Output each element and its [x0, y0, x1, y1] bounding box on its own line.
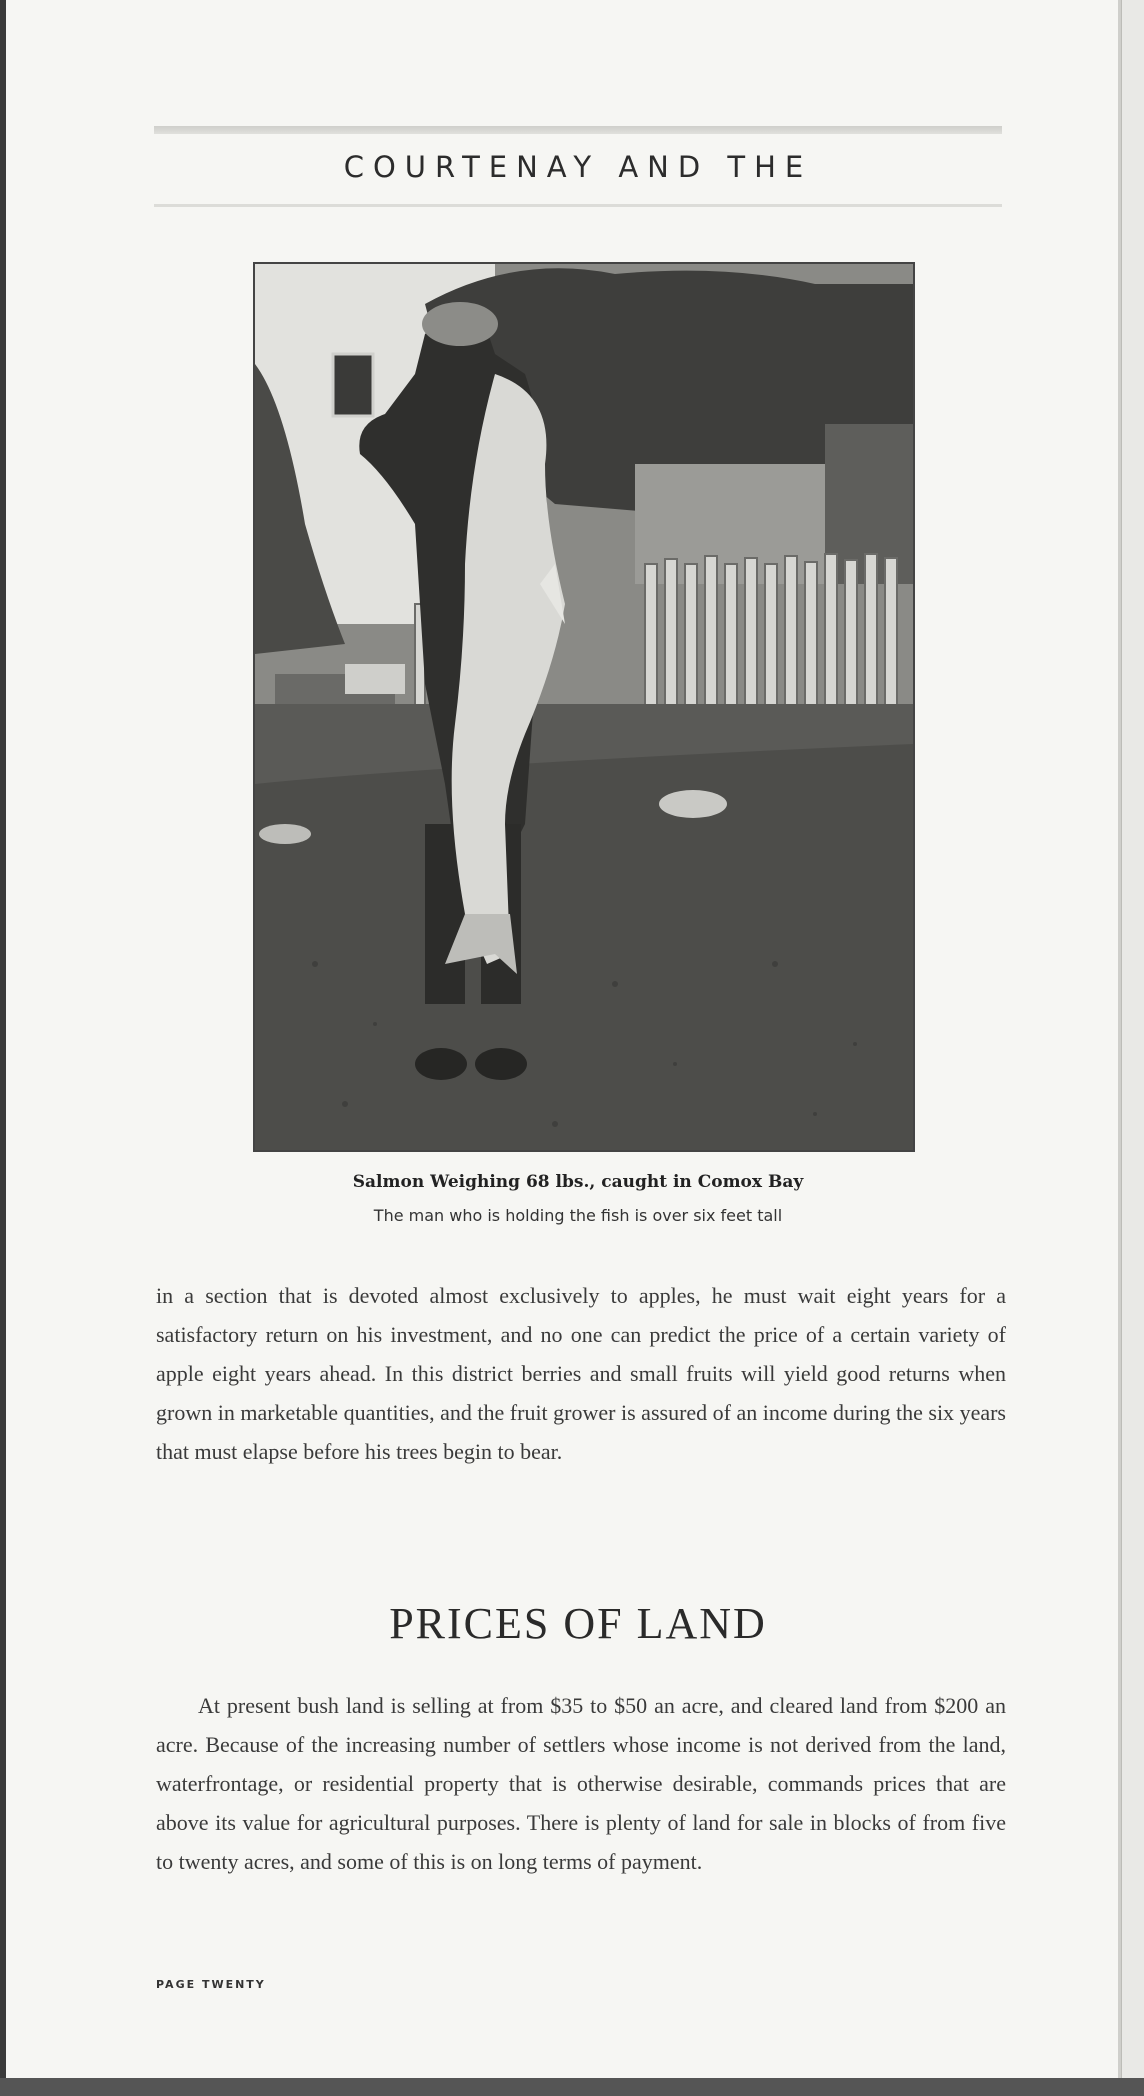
header-rule-bottom [154, 204, 1002, 207]
header-rule-top [154, 126, 1002, 134]
running-header: COURTENAY AND THE [343, 150, 813, 184]
photo-caption-title: Salmon Weighing 68 lbs., caught in Comox Bay [352, 1172, 804, 1192]
salmon-photograph [253, 262, 915, 1152]
scan-edge-bottom [0, 2078, 1144, 2096]
body-paragraph: At present bush land is selling at from $35 to $50 an acre, and cleared land from $200 an acre. Because of the increasing number of settlers whose income is not derived from the land, waterfrontage, or residential property that is otherwise desirable, commands prices that are above its value for agricultural purposes. There is plenty of land for sale in blocks of from five to twenty acres, and some of this is on long terms of payment. [156, 1693, 1006, 1874]
scan-edge-right [1121, 0, 1144, 2096]
photo-illustration [255, 264, 913, 1150]
body-paragraph: in a section that is devoted almost exclusively to apples, he must wait eight years for a satisfactory return on his investment, and no one can predict the price of a certain variety of apple eight years ahead. In this district berries and small fruits will yield good returns when grown in marketable quantities, and the fruit grower is assured of an income during the six years that must elapse before his trees begin to bear. [156, 1283, 1006, 1464]
section-heading: PRICES OF LAND [389, 1599, 767, 1648]
photo-caption-subtitle: The man who is holding the fish is over six feet tall [373, 1206, 783, 1225]
page-number-label: PAGE TWENTY [156, 1978, 266, 1991]
document-page [6, 0, 1122, 2078]
